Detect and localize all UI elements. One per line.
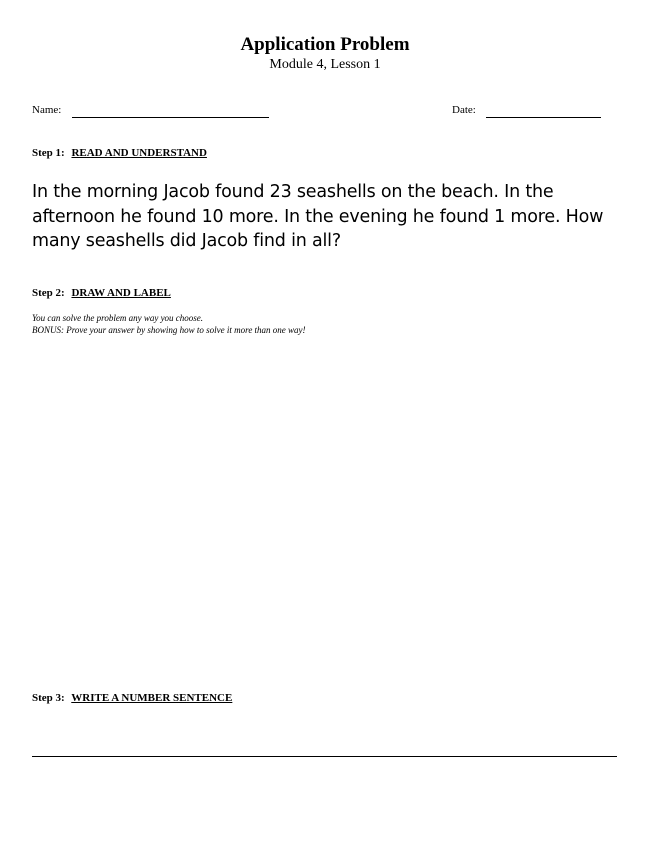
step-2-heading [32,287,171,299]
instruction-line-2: BONUS: Prove your answer by showing how to solve it more than one way! [32,324,306,335]
step-2-instructions [32,313,306,336]
step-1-heading [32,147,207,159]
step-3-number: Step 3: [32,692,65,704]
step-1-number: Step 1: [32,147,65,159]
step-1-title: READ AND UNDERSTAND [71,147,207,159]
instruction-line-1: You can solve the problem any way you choose. [32,313,204,323]
page-title: Application Problem [240,34,410,55]
word-problem-text: In the morning Jacob found 23 seashells on the beach. In the afternoon he found 10 more. In the evening he found 1 more. How many seashells did Jacob find in all? [32,182,604,251]
step-2-number: Step 2: [32,287,65,299]
name-label: Name: [32,104,62,116]
step-2-title: DRAW AND LABEL [71,287,171,299]
step-3-heading [32,692,232,704]
step-3-title: WRITE A NUMBER SENTENCE [71,692,233,704]
drawing-area[interactable] [32,345,617,680]
number-sentence-answer-line[interactable] [32,756,617,757]
date-field[interactable] [486,117,601,118]
page-subtitle: Module 4, Lesson 1 [269,57,381,72]
date-label: Date: [452,104,476,116]
name-field[interactable] [72,117,269,118]
